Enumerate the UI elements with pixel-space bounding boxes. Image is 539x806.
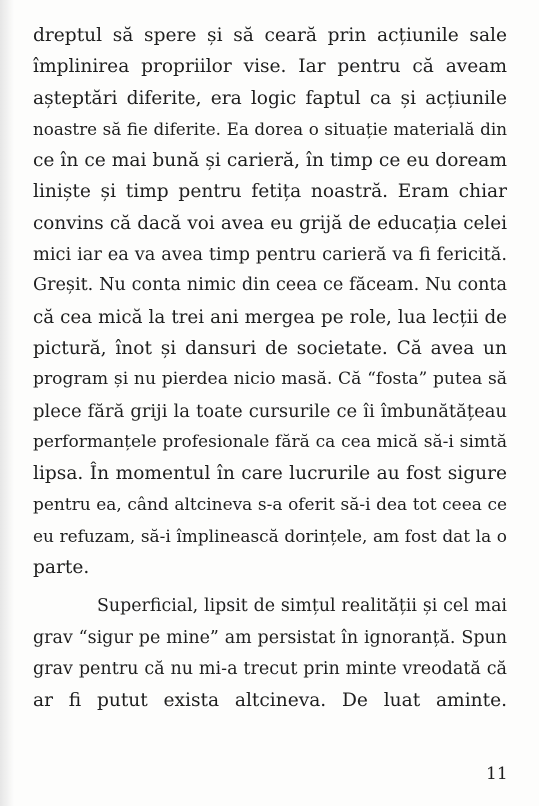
- paragraph-1: [33, 20, 507, 583]
- paragraph-2: [33, 591, 507, 716]
- text-line: plece fără griji la toate cursurile ce îi îmbunătățeau: [33, 400, 507, 422]
- text-line: Greșit. Nu conta nimic din ceea ce făceam. Nu conta: [33, 275, 507, 296]
- text-line: așteptări diferite, era logic faptul ca și acțiunile: [33, 87, 507, 109]
- text-line: ce în ce mai bună și carieră, în timp ce eu doream: [33, 150, 507, 172]
- text-line: noastre să fie diferite. Ea dorea o situație materială din: [33, 118, 507, 139]
- body-text: [33, 20, 507, 717]
- text-line: grav pentru că nu mi-a trecut prin minte vreodată că: [33, 658, 507, 679]
- text-line: program și nu pierdea nicio masă. Că “fosta” putea să: [33, 369, 507, 390]
- text-line: că cea mică la trei ani mergea pe role, lua lecții de: [33, 306, 507, 328]
- text-line: împlinirea propriilor vise. Iar pentru că aveam: [33, 56, 507, 78]
- text-line: parte.: [33, 557, 90, 579]
- text-line: Superficial, lipsit de simțul realității și cel mai: [97, 596, 507, 617]
- text-line: eu refuzam, să-i împlinească dorințele, am fost dat la o: [33, 525, 507, 546]
- text-line: lipsa. În momentul în care lucrurile au fost sigure: [33, 463, 507, 485]
- text-line: mici iar ea va avea timp pentru carieră va fi fericită.: [33, 244, 507, 266]
- page-edge-shadow: [0, 0, 14, 806]
- page-number: 11: [486, 764, 508, 784]
- text-line: grav “sigur pe mine” am persistat în ignoranță. Spun: [33, 627, 507, 648]
- text-line: performanțele profesionale fără ca cea mică să-i simtă: [33, 431, 507, 452]
- text-line: ar fi putut exista altcineva. De luat aminte.: [33, 690, 507, 712]
- text-line: liniște și timp pentru fetița noastră. Eram chiar: [33, 181, 507, 203]
- text-line: dreptul să spere și să ceară prin acțiunile sale: [33, 25, 507, 46]
- text-line: pictură, înot și dansuri de societate. Că avea un: [33, 337, 507, 359]
- text-line: pentru ea, când altcineva s-a oferit să-i dea tot ceea ce: [33, 494, 507, 515]
- text-line: convins că dacă voi avea eu grijă de educația celei: [33, 212, 507, 234]
